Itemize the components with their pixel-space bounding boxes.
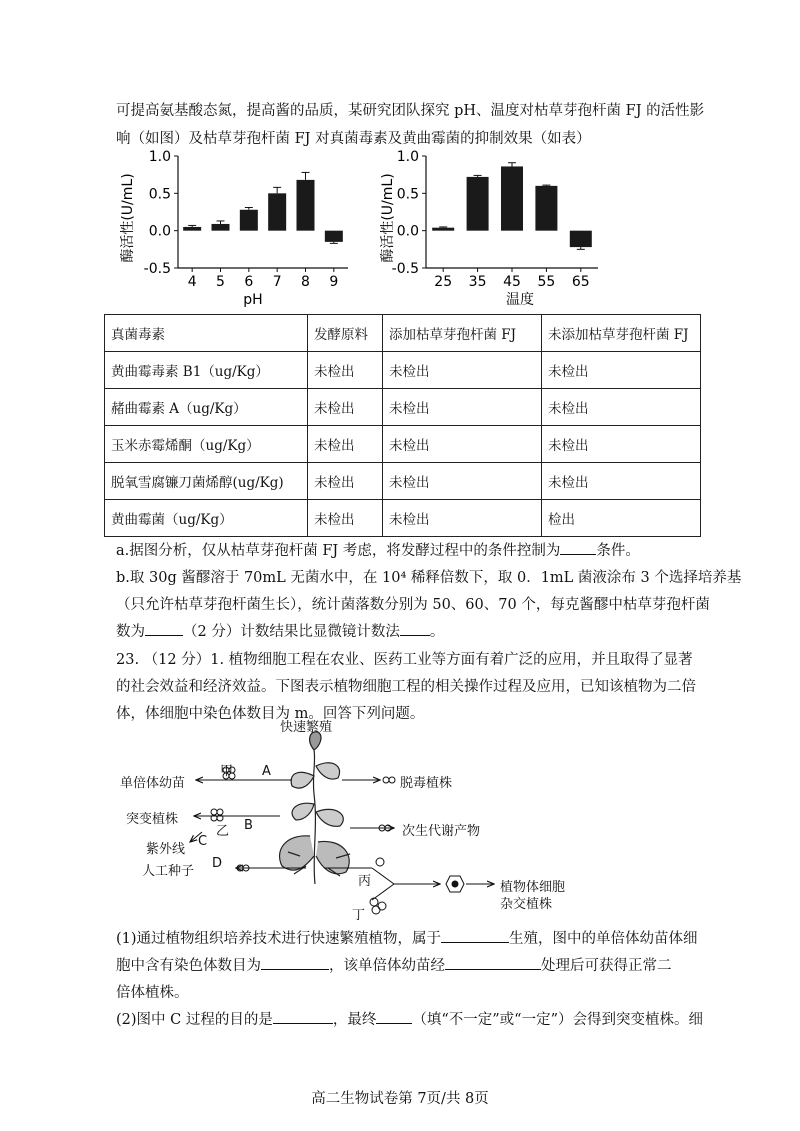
branch-lower (372, 884, 394, 900)
ph-chart-x-tick-label: 4 (187, 274, 197, 290)
answer-blank[interactable] (441, 928, 509, 943)
q1-text: (1)通过植物组织培养技术进行快速繁殖植物，属于 (116, 931, 442, 947)
table-header-cell: 真菌毒素 (105, 315, 308, 352)
table-header-cell: 添加枯草芽孢杆菌 FJ (383, 315, 542, 352)
answer-blank[interactable] (400, 621, 430, 636)
label-seed: 人工种子 (142, 864, 195, 879)
answer-blank[interactable] (145, 621, 183, 636)
ph-chart-x-tick-label: 8 (301, 274, 310, 290)
q1-text: 处理后可获得正常二 (541, 958, 672, 974)
q1-text: 生殖，图中的单倍体幼苗体细 (509, 931, 698, 947)
ph-chart-y-tick-label: 0.5 (148, 186, 171, 203)
label-jia: 甲 (220, 764, 234, 779)
q1-line-3: 倍体植株。 (116, 985, 189, 1001)
q1-text: 胞中含有染色体数目为 (116, 958, 261, 974)
table-header-cell: 未添加枯草芽孢杆菌 FJ (542, 315, 701, 352)
temp-chart-bar (501, 166, 523, 230)
table-cell: 赭曲霉素 A（ug/Kg） (105, 389, 308, 426)
label-A: A (262, 764, 271, 779)
temp-chart-xlabel: 温度 (506, 292, 534, 308)
label-haploid: 单倍体幼苗 (120, 776, 186, 791)
table-row (105, 389, 701, 426)
q2-text: ，最终 (332, 1012, 377, 1028)
table-cell: 未检出 (383, 426, 542, 463)
table-cell: 未检出 (383, 389, 542, 426)
branch-upper (372, 868, 394, 884)
temp-chart-x-tick-label: 45 (503, 274, 521, 290)
question-b-text: 。 (429, 624, 445, 640)
table-cell: 未检出 (308, 463, 383, 500)
table-cell: 未检出 (542, 426, 701, 463)
question-b-line-3 (116, 620, 444, 641)
temp-chart-bar (535, 186, 557, 231)
question-a-tail: 条件。 (596, 543, 640, 559)
table-cell: 未检出 (308, 500, 383, 537)
temp-chart-y-tick-label: -0.5 (391, 261, 419, 277)
table-row (105, 426, 701, 463)
question-23-line-1: 23. （12 分）1. 植物细胞工程在农业、医药工业等方面有着广泛的应用，并且取得了显著 (116, 652, 693, 668)
temp-chart-x-tick-label: 65 (571, 274, 590, 290)
label-yi: 乙 (216, 824, 230, 839)
label-hybrid-2: 杂交植株 (500, 897, 553, 912)
temp-chart-x-tick-label: 25 (434, 274, 453, 290)
ph-chart-x-tick-label: 6 (244, 274, 254, 290)
intro-line-1: 可提高氨基酸态氮，提高酱的品质，某研究团队探究 pH、温度对枯草芽孢杆菌 FJ 的活性影 (116, 103, 705, 119)
label-C: C (198, 834, 208, 849)
ph-chart-x-tick-label: 7 (272, 274, 282, 290)
table-header-row (105, 315, 701, 352)
temp-chart-bar (467, 177, 489, 231)
ph-chart-x-tick-label: 5 (216, 274, 225, 290)
answer-blank[interactable] (376, 1009, 412, 1024)
table-row (105, 500, 701, 537)
temperature-activity-chart (372, 150, 612, 310)
label-bing: 丙 (358, 874, 372, 889)
ph-chart-y-tick-label: 1.0 (148, 150, 171, 165)
temp-chart-ylabel: 酶活性(U/mL) (380, 173, 396, 263)
plant-illustration (280, 732, 350, 884)
label-rapid-propagation: 快速繁殖 (280, 720, 333, 735)
table-cell: 未检出 (308, 352, 383, 389)
table-row (105, 463, 701, 500)
table-cell: 未检出 (383, 352, 542, 389)
temp-chart-y-tick-label: 0.5 (396, 186, 419, 203)
answer-blank[interactable] (445, 955, 541, 970)
fused-cell-icon (446, 876, 464, 892)
question-b-line-2: （只允许枯草芽孢杆菌生长），统计菌落数分别为 50、60、70 个，每克酱醪中枯草芽孢杆菌 (116, 597, 710, 613)
table-cell: 玉米赤霉烯酮（ug/Kg） (105, 426, 308, 463)
table-cell: 未检出 (542, 463, 701, 500)
answer-blank[interactable] (560, 540, 596, 555)
temp-chart-x-tick-label: 35 (468, 274, 487, 290)
ph-chart-bar (240, 210, 258, 231)
temp-chart-bar (432, 228, 454, 231)
intro-line-2: 响（如图）及枯草芽孢杆菌 FJ 对真菌毒素及黄曲霉菌的抑制效果（如表） (116, 131, 591, 147)
temp-chart-y-tick-label: 1.0 (396, 150, 419, 165)
table-cell: 未检出 (308, 389, 383, 426)
q1-line-2 (116, 954, 672, 975)
label-D: D (212, 856, 223, 871)
temp-chart-bar (570, 231, 592, 247)
label-ding: 丁 (352, 908, 366, 923)
label-virus-free: 脱毒植株 (400, 776, 453, 791)
answer-blank[interactable] (273, 1009, 333, 1024)
label-mutant: 突变植株 (126, 812, 179, 827)
answer-blank[interactable] (261, 955, 329, 970)
temp-chart-y-tick-label: 0.0 (396, 223, 419, 240)
question-b-line-1: b.取 30g 酱醪溶于 70mL 无菌水中，在 10⁴ 稀释倍数下，取 0．1mL 菌液涂布 3 个选择培养基 (116, 570, 742, 586)
ph-chart-ylabel: 酶活性(U/mL) (120, 173, 136, 263)
question-23-line-3: 体，体细胞中染色体数目为 m。回答下列问题。 (116, 706, 425, 722)
table-cell: 黄曲霉毒素 B1（ug/Kg） (105, 352, 308, 389)
ph-chart-bar (183, 227, 201, 231)
label-uv: 紫外线 (146, 842, 186, 857)
table-cell: 黄曲霉菌（ug/Kg） (105, 500, 308, 537)
q1-text: ，该单倍体幼苗经 (329, 958, 445, 974)
question-b-text: 数为 (116, 624, 145, 640)
table-cell: 未检出 (383, 463, 542, 500)
question-b-text: （2 分）计数结果比显微镜计数法 (183, 624, 400, 640)
q1-line-1 (116, 927, 698, 948)
ph-chart-bar (268, 193, 286, 230)
table-cell: 脱氧雪腐镰刀菌烯醇(ug/Kg) (105, 463, 308, 500)
table-cell: 未检出 (542, 352, 701, 389)
table-cell: 检出 (542, 500, 701, 537)
ph-chart-xlabel: pH (243, 292, 263, 308)
ph-chart-y-tick-label: 0.0 (148, 223, 171, 240)
table-header-cell: 发酵原料 (308, 315, 383, 352)
table-cell: 未检出 (542, 389, 701, 426)
ph-chart-x-tick-label: 9 (329, 274, 339, 290)
protoplast-icon (370, 858, 386, 914)
question-23-line-2: 的社会效益和经济效益。下图表示植物细胞工程的相关操作过程及应用，已知该植物为二倍 (116, 679, 696, 695)
table-row (105, 352, 701, 389)
ph-chart-bar (325, 231, 343, 242)
table-cell: 未检出 (383, 500, 542, 537)
mycotoxin-table (104, 314, 701, 537)
label-secondary: 次生代谢产物 (402, 824, 481, 839)
q2-line-1 (116, 1008, 703, 1029)
label-B: B (244, 818, 253, 833)
question-a (116, 539, 640, 560)
ph-activity-chart (112, 150, 362, 310)
temp-chart-x-tick-label: 55 (537, 274, 556, 290)
question-a-text: a.据图分析，仅从枯草芽孢杆菌 FJ 考虑，将发酵过程中的条件控制为 (116, 543, 561, 559)
ph-chart-bar (297, 180, 315, 231)
cell-cluster-icon (383, 777, 395, 783)
q2-text: (2)图中 C 过程的目的是 (116, 1012, 273, 1028)
ph-chart-bar (212, 224, 230, 231)
table-cell: 未检出 (308, 426, 383, 463)
page-footer: 高二生物试卷第 7页/共 8页 (311, 1091, 489, 1107)
q2-text: （填“不一定”或“一定”）会得到突变植株。细 (412, 1012, 704, 1028)
ph-chart-y-tick-label: -0.5 (143, 261, 171, 277)
label-hybrid-1: 植物体细胞 (500, 880, 566, 895)
